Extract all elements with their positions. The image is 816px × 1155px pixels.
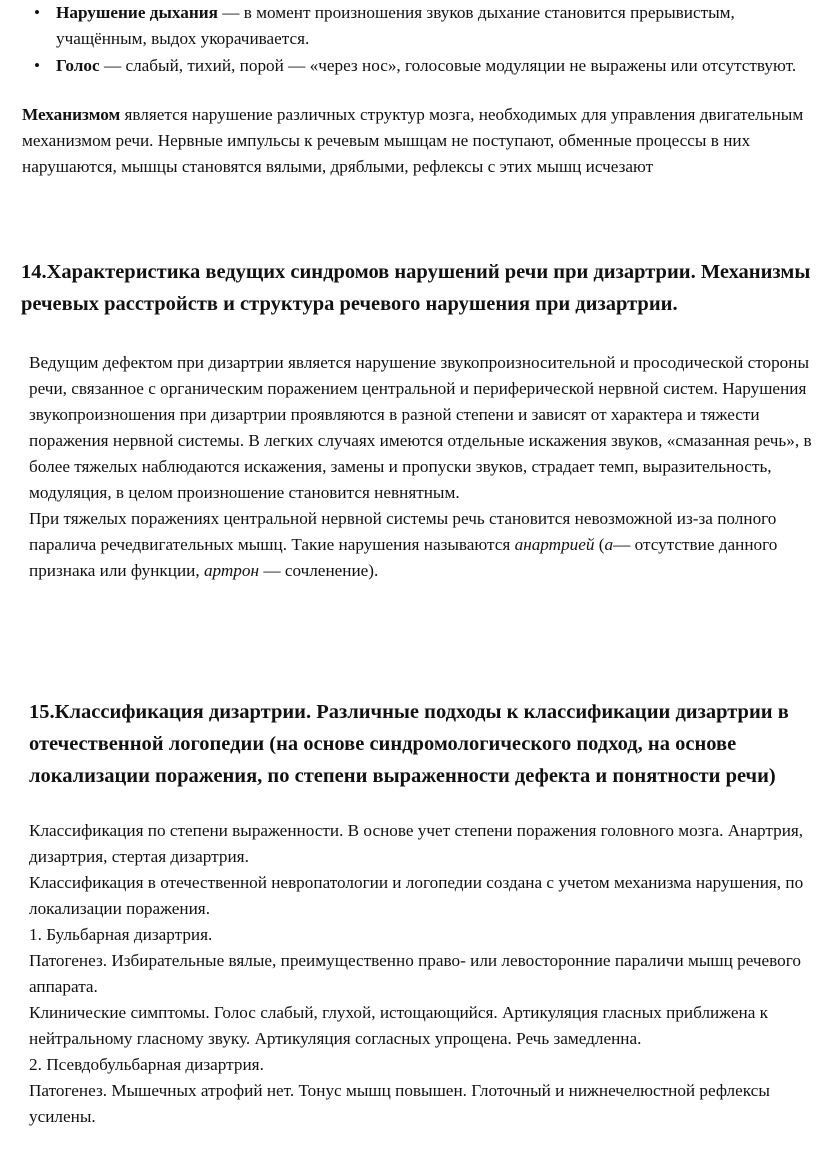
section-15 xyxy=(29,696,815,792)
section-15-heading: 15.Классификация дизартрии. Различные подходы к классификации дизартрии в отечественной логопедии (на основе синдромологического подход, на основе локализации поражения, по степени выраженности дефекта и понятности речи) xyxy=(29,701,789,787)
section-14-heading: 14.Характеристика ведущих синдромов нарушений речи при дизартрии. Механизмы речевых расстройств и структура речевого нарушения при дизартрии. xyxy=(21,261,811,315)
list-item-text: — в момент произношения звуков дыхание становится прерывистым, учащённым, выдох укорачивается. xyxy=(56,3,735,48)
list-item xyxy=(34,0,804,52)
section-15-line: Классификация в отечественной невропатологии и логопедии создана с учетом механизма нарушения, по локализации поражения. xyxy=(29,873,804,918)
section-14 xyxy=(21,256,811,320)
section-15-line: Патогенез. Мышечных атрофий нет. Тонус мышц повышен. Глоточный и нижнечелюстной рефлексы усилены. xyxy=(29,1081,770,1126)
list-item-text: — слабый, тихий, порой — «через нос», голосовые модуляции не выражены или отсутствуют. xyxy=(99,56,797,75)
paragraph-text: — сочленение). xyxy=(259,561,379,580)
bullet-icon: • xyxy=(34,3,41,22)
list-item-term: Голос xyxy=(56,56,100,75)
list-item xyxy=(34,53,804,79)
section-14-paragraph-2 xyxy=(29,506,813,584)
section-15-body xyxy=(29,818,813,1130)
paragraph-text: — отсутствие данного признака или функции, xyxy=(29,535,778,580)
section-14-paragraph-1: Ведущим дефектом при дизартрии является нарушение звукопроизносительной и просодической стороны речи, связанное с органическим поражением центральной и периферической нервной систем. Нарушения звукопроизношения при дизартрии проявляются в разной степени и зависят от характера и тяжести поражения нервной системы. В легких случаях имеются отдельные искажения звуков, «смазанная речь», в более тяжелых наблюдаются искажения, замены и пропуски звуков, страдает темп, выразительность, модуляция, в целом произношение становится невнятным. xyxy=(29,353,812,502)
section-14-body xyxy=(29,350,813,584)
term-a: а xyxy=(604,535,614,554)
section-15-line: 2. Псевдобульбарная дизартрия. xyxy=(29,1055,264,1074)
section-15-line: Классификация по степени выраженности. В основе учет степени поражения головного мозга. Анартрия, дизартрия, стертая дизартрия. xyxy=(29,821,804,866)
paragraph-text: ( xyxy=(594,535,605,554)
bullet-icon: • xyxy=(34,56,41,75)
symptom-list xyxy=(34,0,804,79)
list-item-term: Нарушение дыхания xyxy=(56,3,218,22)
mechanism-term: Механизмом xyxy=(22,105,121,124)
paragraph-text: При тяжелых поражениях центральной нервной системы речь становится невозможной из-за полного паралича речедвигательных мышц. Такие нарушения называются xyxy=(29,509,777,554)
term-arthron: артрон xyxy=(203,561,260,580)
section-15-line: Патогенез. Избирательные вялые, преимущественно право- или левосторонние параличи мышц речевого аппарата. xyxy=(29,951,801,996)
mechanism-paragraph xyxy=(22,102,812,180)
section-15-line: Клинические симптомы. Голос слабый, глухой, истощающийся. Артикуляция гласных приближена к нейтральному гласному звуку. Артикуляция согласных упрощена. Речь замедленна. xyxy=(29,1003,768,1048)
term-anarthria: анартрией xyxy=(514,535,595,554)
section-15-line: 1. Бульбарная дизартрия. xyxy=(29,925,213,944)
mechanism-text: является нарушение различных структур мозга, необходимых для управления двигательным механизмом речи. Нервные импульсы к речевым мышцам не поступают, обменные процессы в них нарушаются, мышцы становятся вялыми, дряблыми, рефлексы с этих мышц исчезают xyxy=(22,105,804,176)
